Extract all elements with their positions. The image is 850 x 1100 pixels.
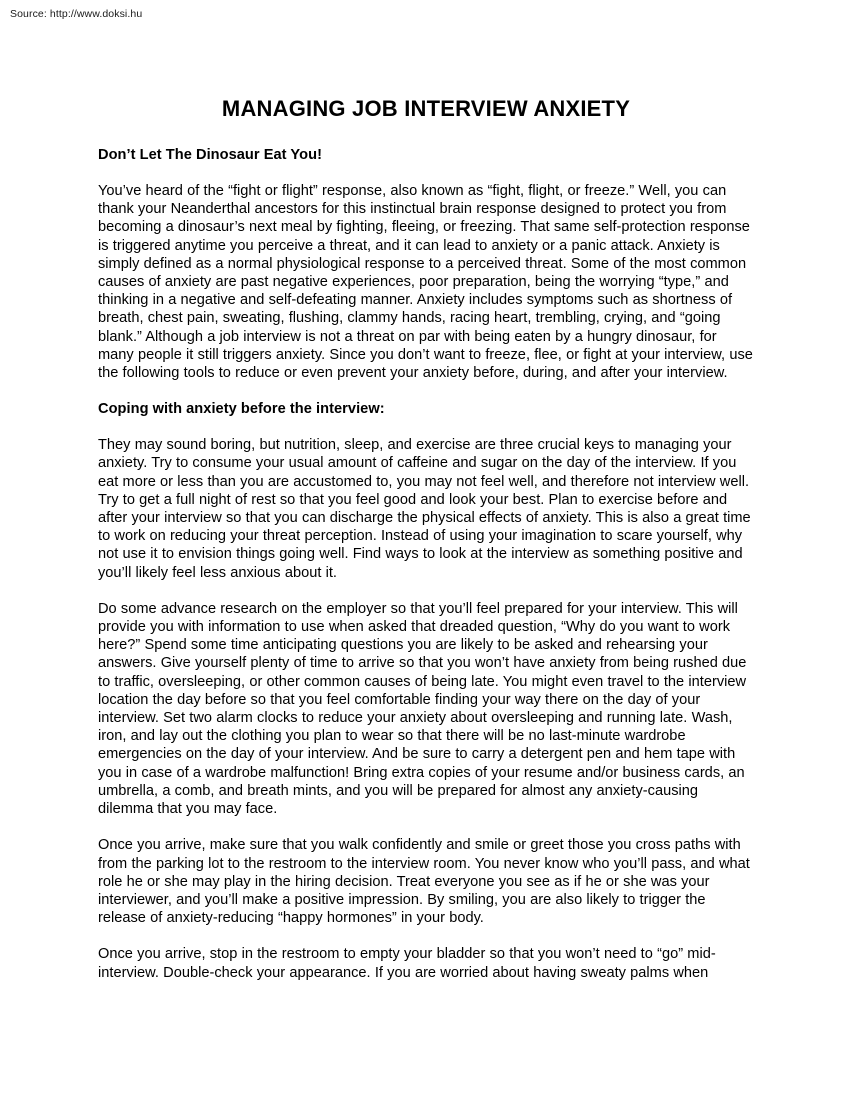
- source-watermark: Source: http://www.doksi.hu: [10, 8, 143, 20]
- paragraph-1: You’ve heard of the “fight or flight” response, also known as “fight, flight, or freeze.” Well, you can thank your Neanderthal ancestors for this instinctual brain response designed to protect you from becoming a dinosaur’s next meal by fighting, fleeing, or freezing. That same self-protection response is triggered anytime you perceive a threat, and it can lead to anxiety or a panic attack. Anxiety is simply defined as a normal physiological response to a perceived threat. Some of the most common causes of anxiety are past negative experiences, poor preparation, being the worrying “type,” and thinking in a negative and self-defeating manner. Anxiety includes symptoms such as shortness of breath, chest pain, sweating, flushing, clammy hands, racing heart, trembling, crying, and “going blank.” Although a job interview is not a threat on par with being eaten by a hungry dinosaur, for many people it still triggers anxiety. Since you don’t want to freeze, flee, or fight at your interview, use the following tools to reduce or even prevent your anxiety before, during, and after your interview.: [98, 183, 753, 382]
- spacer: [98, 582, 754, 600]
- paragraph-3: Do some advance research on the employer so that you’ll feel prepared for your interview. This will provide you with information to use when asked that dreaded question, “Why do you want to work here?” Spend some time anticipating questions you are likely to be asked and rehearsing your answers. Give yourself plenty of time to arrive so that you won’t have anxiety from being rushed due to traffic, oversleeping, or other common causes of being late. You might even travel to the interview location the day before so that you feel comfortable finding your way there on the day of your interview. Set two alarm clocks to reduce your anxiety about oversleeping and running late. Wash, iron, and lay out the clothing you plan to wear so that there will be no last-minute wardrobe emergencies on the day of your interview. And be sure to carry a detergent pen and hem tape with you in case of a wardrobe malfunction! Bring extra copies of your resume and/or business cards, an umbrella, a comb, and breath mints, and you will be prepared for almost any anxiety-causing dilemma that you may face.: [98, 600, 747, 818]
- heading-intro: Don’t Let The Dinosaur Eat You!: [98, 147, 322, 163]
- spacer: [98, 164, 754, 182]
- spacer: [98, 818, 754, 836]
- page-title: MANAGING JOB INTERVIEW ANXIETY: [221, 96, 631, 121]
- paragraph-5: Once you arrive, stop in the restroom to empty your bladder so that you won’t need to “go” mid-interview. Double-check your appearance. If you are worried about having sweaty palms when: [98, 946, 716, 981]
- heading-coping-before-interview: Coping with anxiety before the interview:: [98, 401, 385, 418]
- paragraph-2: They may sound boring, but nutrition, sleep, and exercise are three crucial keys to managing your anxiety. Try to consume your usual amount of caffeine and sugar on the day of the interview. If you eat more or less than you are accustomed to, you may not feel well, and therefore not interview well. Try to get a full night of rest so that you feel good and look your best. Plan to exercise before and after your interview so that you can discharge the physical effects of anxiety. This is also a great time to work on reducing your threat perception. Instead of using your imagination to scare yourself, why not use it to envision things going well. Find ways to look at the interview as something positive and you’ll likely feel less anxious about it.: [98, 437, 751, 581]
- spacer: [98, 927, 754, 945]
- paragraph-4: Once you arrive, make sure that you walk confidently and smile or greet those you cross paths with from the parking lot to the restroom to the interview room. You never know who you’ll pass, and what role he or she may play in the hiring decision. Treat everyone you see as if he or she was your interviewer, and you’ll make a positive impression. By smiling, you are also likely to trigger the release of anxiety-reducing “happy hormones” in your body.: [98, 837, 750, 927]
- document-body: [98, 96, 754, 982]
- spacer: [98, 418, 754, 436]
- spacer: [98, 382, 754, 400]
